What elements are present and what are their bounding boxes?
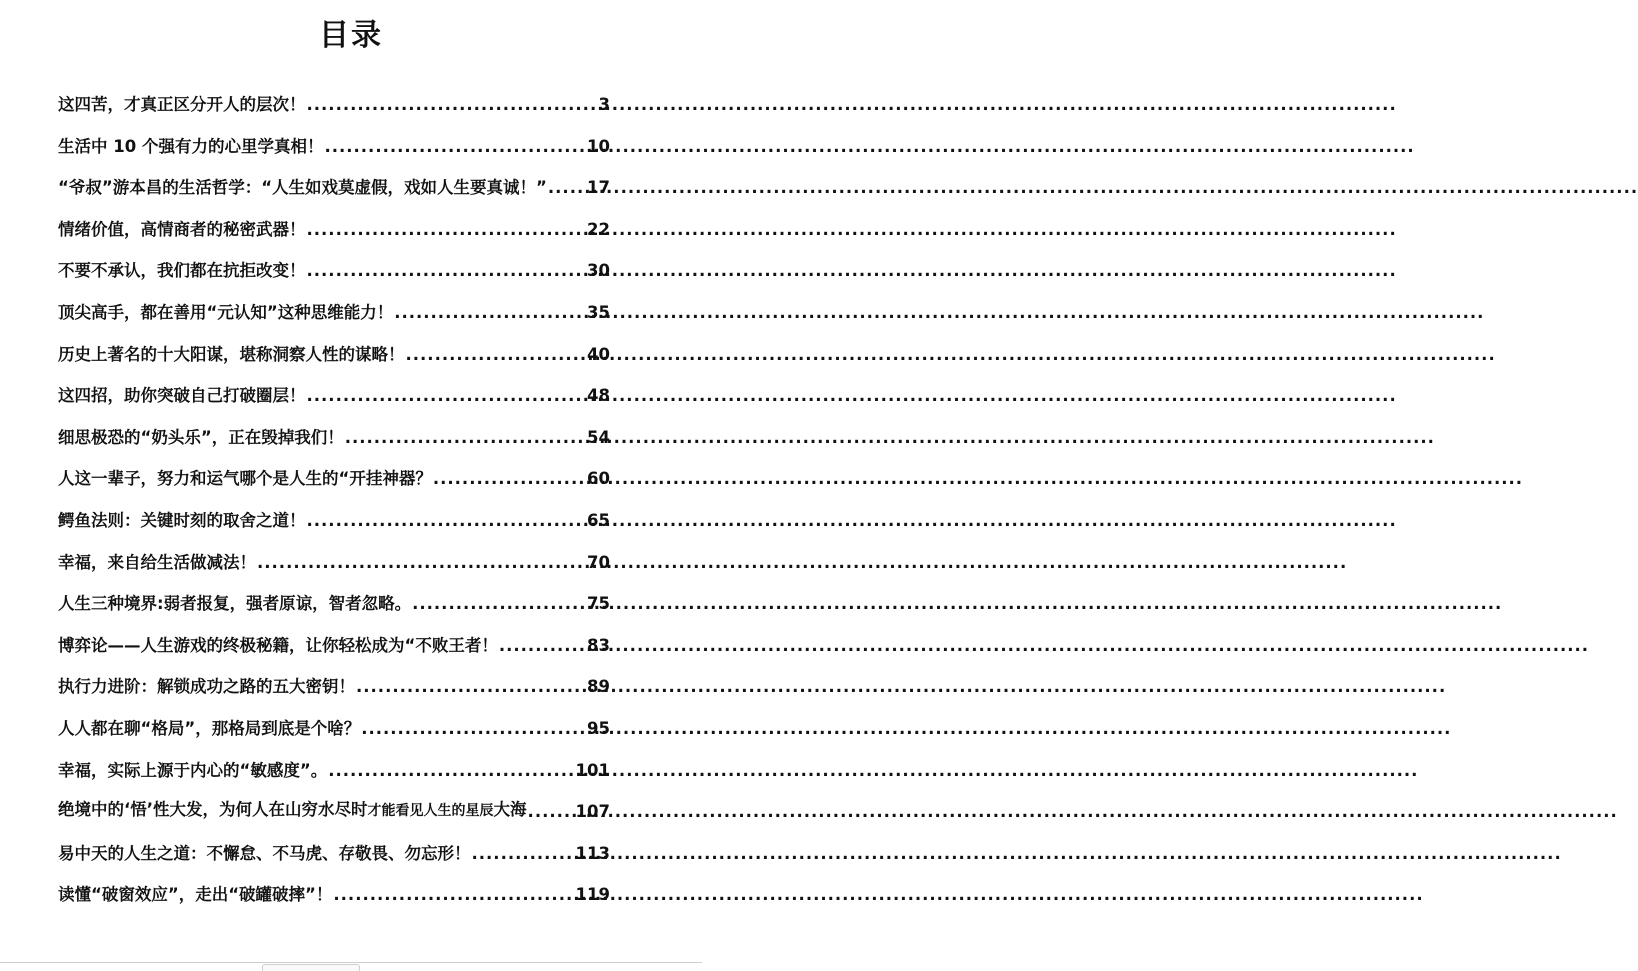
toc-entry[interactable] (58, 334, 610, 376)
dot-leader (345, 417, 586, 459)
toc-entry-title: 幸福，实际上源于内心的“敏感度”。 (58, 760, 328, 780)
dot-leader (356, 666, 586, 708)
toc-entry[interactable] (58, 375, 610, 417)
dot-leader (333, 874, 574, 916)
toc-entry-title: 情绪价值，高情商者的秘密武器！ (58, 219, 306, 239)
toc-entry-title (58, 789, 527, 833)
dot-leader (548, 167, 586, 209)
dot-leader (528, 791, 575, 833)
table-of-contents (58, 84, 610, 916)
dot-leader (328, 750, 574, 792)
toc-entry-title: 读懂“破窗效应”，走出“破罐破摔”！ (58, 885, 333, 905)
toc-entry[interactable] (58, 417, 610, 459)
toc-page-number: 3 (598, 95, 610, 114)
toc-page-number: 40 (587, 344, 610, 364)
toc-entry[interactable] (58, 500, 610, 542)
toc-entry[interactable] (58, 708, 610, 750)
toc-entry-title: 生活中 10 个强有力的心里学真相！ (58, 136, 324, 156)
dot-leader (307, 84, 598, 126)
toc-page-number: 70 (587, 552, 610, 572)
toc-entry-title: 细思极恐的“奶头乐”，正在毁掉我们！ (58, 427, 344, 447)
dot-leader (394, 292, 586, 334)
toc-page-number: 95 (587, 718, 610, 738)
toc-entry-title: 不要不承认，我们都在抗拒改变！ (58, 261, 306, 281)
toc-entry[interactable] (58, 250, 610, 292)
toc-entry-title: 这四招，助你突破自己打破圈层！ (58, 386, 306, 406)
toc-entry-title: 博弈论——人生游戏的终极秘籍，让你轻松成为“不败王者！ (58, 635, 498, 655)
toc-entry-title: 人生三种境界:弱者报复，强者原谅，智者忽略。 (58, 594, 412, 614)
toc-entry-title: 执行力进阶：解锁成功之路的五大密钥！ (58, 677, 355, 697)
toc-page-number: 107 (575, 802, 610, 822)
toc-page-number: 30 (587, 261, 610, 281)
dot-leader (307, 250, 587, 292)
page-bottom-tab (262, 964, 360, 971)
dot-leader (412, 583, 586, 625)
toc-entry-title: 易中天的人生之道：不懈怠、不马虎、存敬畏、勿忘形！ (58, 843, 471, 863)
toc-page-number: 22 (587, 219, 610, 239)
toc-entry[interactable] (58, 126, 610, 168)
dot-leader (361, 708, 586, 750)
toc-entry[interactable] (58, 84, 610, 126)
toc-entry-title-small: 才能看见人生的星辰 (367, 803, 494, 820)
toc-entry-title: 幸福，来自给生活做减法！ (58, 552, 256, 572)
toc-entry[interactable] (58, 167, 610, 209)
toc-entry-title: 这四苦，才真正区分开人的层次！ (58, 95, 306, 114)
toc-entry[interactable] (58, 833, 610, 875)
toc-page-number: 113 (575, 843, 610, 863)
toc-page-number: 65 (587, 510, 610, 530)
toc-page-number: 101 (575, 760, 610, 780)
toc-entry-title: 人人都在聊“格局”，那格局到底是个啥？ (58, 718, 361, 738)
toc-page-number: 119 (575, 885, 610, 905)
toc-entry[interactable] (58, 458, 610, 500)
dot-leader (307, 500, 587, 542)
toc-page-number: 48 (587, 386, 610, 406)
toc-entry-title: 顶尖高手，都在善用“元认知”这种思维能力！ (58, 302, 394, 322)
toc-entry-title: 鳄鱼法则：关键时刻的取舍之道！ (58, 510, 306, 530)
dot-leader (499, 625, 586, 667)
toc-page-number: 10 (587, 136, 610, 156)
toc-page-number: 35 (587, 302, 610, 322)
dot-leader (307, 209, 587, 251)
toc-entry[interactable] (58, 625, 610, 667)
dot-leader (257, 542, 586, 584)
toc-entry-title-main: 绝境中的‘悟’性大发，为何人在山穷水尽时 (58, 800, 368, 820)
toc-page-number: 60 (587, 469, 610, 489)
toc-page-number: 54 (587, 427, 610, 447)
toc-entry[interactable] (58, 292, 610, 334)
toc-page-number: 89 (587, 677, 610, 697)
toc-page-number: 17 (587, 178, 610, 198)
toc-entry[interactable] (58, 209, 610, 251)
toc-entry[interactable] (58, 583, 610, 625)
toc-entry[interactable] (58, 750, 610, 792)
toc-entry[interactable] (58, 791, 610, 833)
dot-leader (472, 833, 575, 875)
toc-page-number: 75 (587, 594, 610, 614)
dot-leader (406, 334, 587, 376)
toc-entry-title: 人这一辈子，努力和运气哪个是人生的“开挂神器？ (58, 469, 432, 489)
toc-entry-title-end: 大海 (493, 800, 527, 820)
toc-entry-title: 历史上著名的十大阳谋，堪称洞察人性的谋略！ (58, 344, 405, 364)
toc-entry[interactable] (58, 874, 610, 916)
toc-entry-title: “爷叔”游本昌的生活哲学：“人生如戏莫虚假，戏如人生要真诚！” (58, 178, 547, 198)
toc-entry[interactable] (58, 666, 610, 708)
page-title: 目录 (319, 18, 383, 53)
toc-entry[interactable] (58, 542, 610, 584)
page-bottom-divider (0, 962, 702, 963)
dot-leader (324, 126, 586, 168)
dot-leader (433, 458, 586, 500)
toc-page-number: 83 (587, 635, 610, 655)
dot-leader (307, 375, 587, 417)
